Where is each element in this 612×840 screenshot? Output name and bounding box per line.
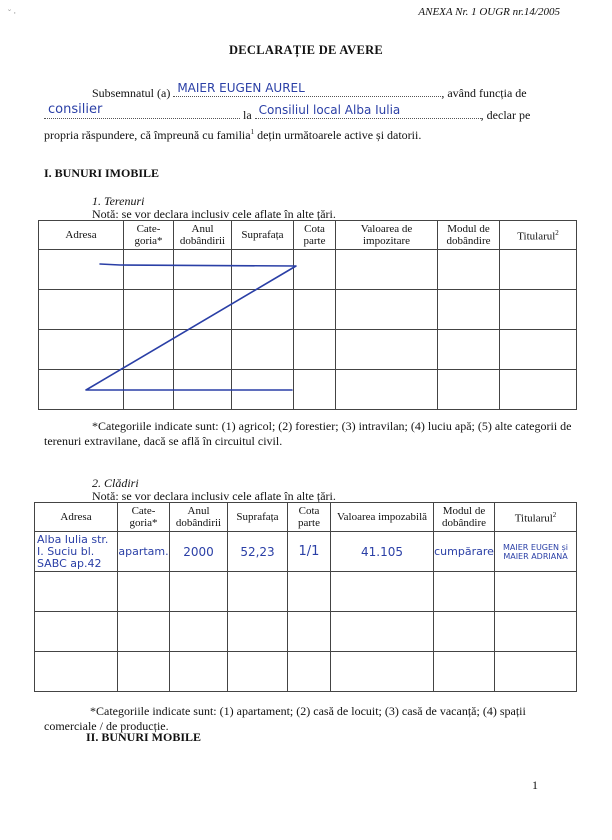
cell-valoarea: 41.105 [331,532,434,572]
footnote-cladiri: *Categoriile indicate sunt: (1) apartament; (2) casă de locuit; (3) casă de vacanță; (4) spații comerciale / de producție. [44,704,526,733]
institution-value: Consiliul local Alba Iulia [258,103,401,117]
cell-categoria: apartam. [118,532,170,572]
intro-line-3-end: dețin următoarele active și datorii. [254,128,422,142]
col-modul: Modul de dobândire [438,221,500,250]
col-modul: Modul de dobândire [434,503,495,532]
col-categoria: Cate-goria* [118,503,170,532]
cell-cota: 1/1 [288,532,331,572]
corner-mark: ˘ · [8,8,17,18]
cell-modul: cumpărare [434,532,495,572]
cell-titular: MAIER EUGEN și MAIER ADRIANA [495,532,577,572]
subsection-terenuri: 1. Terenuri [92,194,145,208]
col-categoria: Cate-goria* [124,221,174,250]
table-row [35,532,577,572]
col-adresa: Adresa [39,221,124,250]
col-valoarea: Valoarea de impozitare [336,221,438,250]
footnote-ref-2: 2 [555,229,559,238]
table-row [35,572,577,612]
cell-anul: 2000 [170,532,228,572]
cladiri-header-row [35,503,577,532]
annex-reference: ANEXA Nr. 1 OUGR nr.14/2005 [418,6,560,18]
col-anul: Anul dobândirii [170,503,228,532]
intro-line-3-text: propria răspundere, că împreună cu familia [44,128,251,142]
col-titular-label: Titularul [517,230,556,243]
function-label: , având funcția de [441,86,527,100]
col-titular [495,503,577,532]
subsemnatul-label: Subsemnatul (a) [92,86,171,100]
table-row [35,612,577,652]
col-cota: Cota parte [288,503,331,532]
col-suprafata: Suprafața [232,221,294,250]
name-value: MAIER EUGEN AUREL [177,81,305,95]
section-2-title: II. BUNURI MOBILE [86,730,202,744]
note-terenuri: Notă: se vor declara inclusiv cele aflate în alte țări. [92,207,336,221]
footnote-terenuri: *Categoriile indicate sunt: (1) agricol; (2) forestier; (3) intravilan; (4) luciu apă; (5) alte categorii de terenuri extravilane, dacă se află în circuitul civil. [44,419,572,448]
footnote-ref-2: 2 [552,511,557,520]
cladiri-table [34,502,577,692]
page-number: 1 [532,778,538,792]
col-titular-label: Titularul [514,512,553,525]
footnote-ref-1: 1 [250,128,255,136]
table-row [35,652,577,692]
at-label: la [243,108,252,122]
col-suprafata: Suprafața [228,503,288,532]
col-anul: Anul dobândirii [174,221,232,250]
function-value: consilier [48,102,103,117]
col-valoarea: Valoarea impozabilă [331,503,434,532]
col-cota: Cota parte [294,221,336,250]
subsection-cladiri: 2. Clădiri [92,476,139,490]
col-adresa: Adresa [35,503,118,532]
declar-label: , declar pe [480,108,531,122]
cell-adresa: Alba Iulia str. I. Suciu bl. SABC ap.42 [35,532,118,572]
cell-suprafata: 52,23 [228,532,288,572]
page-title: DECLARAȚIE DE AVERE [228,43,384,57]
note-cladiri: Notă: se vor declara inclusiv cele aflate în alte țări. [92,489,336,503]
section-1-title: I. BUNURI IMOBILE [44,166,160,180]
